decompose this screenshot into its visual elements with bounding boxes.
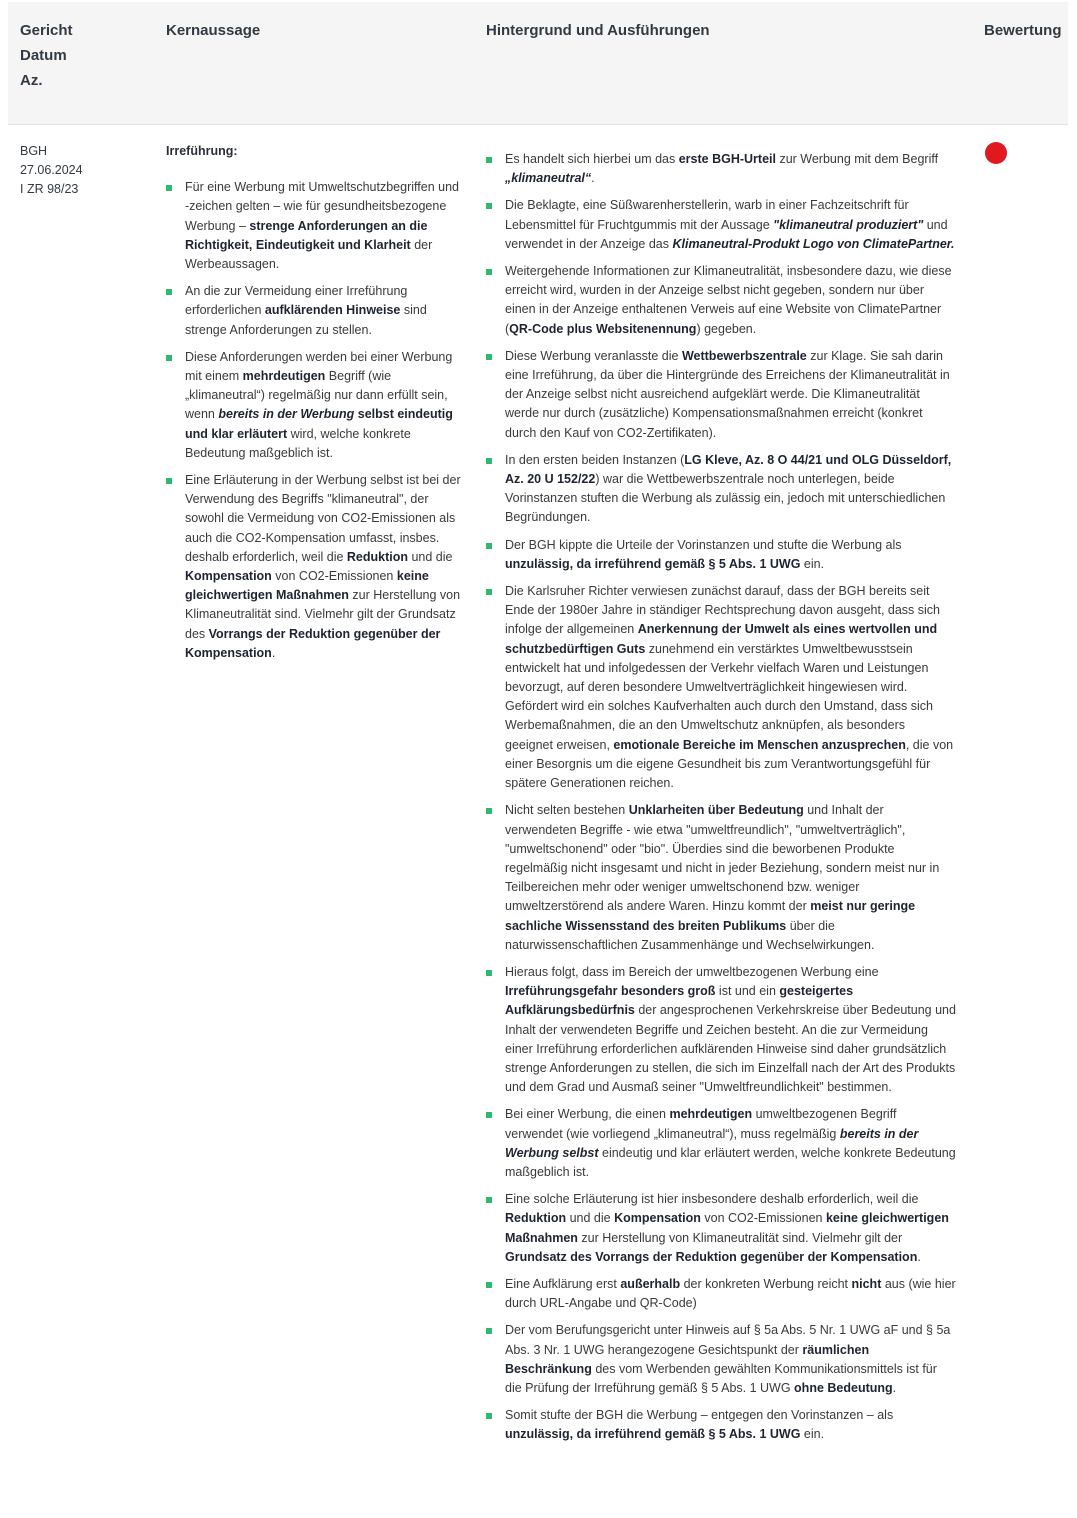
core-title: Irreführung: <box>166 144 238 158</box>
core-list <box>166 178 464 663</box>
column-header-background: Hintergrund und Ausführungen <box>486 22 710 39</box>
bullet-icon <box>486 157 492 163</box>
list-item: Weitergehende Informationen zur Klimaneutralität, insbesondere dazu, wie diese erreicht wird, wurden in der Anzeige selbst nicht gegeben, sondern nur über einen in der Anzeige enthaltenen Verweis auf eine Website von ClimatePartner (QR-Code plus Websitenennung) gegeben. <box>486 262 956 339</box>
list-item: Somit stufte der BGH die Werbung – entgegen den Vorinstanzen – als unzulässig, da irreführend gemäß § 5 Abs. 1 UWG ein. <box>486 1406 956 1444</box>
list-item: Eine Aufklärung erst außerhalb der konkreten Werbung reicht nicht aus (wie hier durch URL-Angabe und QR-Code) <box>486 1275 956 1313</box>
bullet-icon <box>486 589 492 595</box>
bullet-icon <box>486 354 492 360</box>
bullet-icon <box>486 1282 492 1288</box>
list-item: Diese Werbung veranlasste die Wettbewerbszentrale zur Klage. Sie sah darin eine Irreführung, da über die Hintergründe des Erreichens der Klimaneutralität in der Anzeige selbst nicht ausreichend aufgeklärt werde. Die Klimaneutralität werde nur durch (zusätzliche) Kompensationsmaßnahmen erreicht (konkret durch den Kauf von CO2-Zertifikaten). <box>486 347 956 443</box>
court-name: BGH <box>20 144 48 158</box>
bullet-icon <box>486 543 492 549</box>
list-item: Nicht selten bestehen Unklarheiten über Bedeutung und Inhalt der verwendeten Begriffe - wie etwa "umweltfreundlich", "umweltverträglich", "umweltschonend" oder "bio". Überdies sind die beworbenen Produkte regelmäßig nicht insgesamt und nicht in jeder Beziehung, sondern meist nur in Teilbereichen mehr oder weniger umweltschonend bzw. weniger umweltzerstörend als andere Waren. Hinzu kommt der meist nur geringe sachliche Wissensstand des breiten Publikums über die naturwissenschaftlichen Zusammenhänge und Wechselwirkungen. <box>486 801 956 955</box>
bullet-icon <box>166 355 172 361</box>
bullet-icon <box>486 203 492 209</box>
list-item: Es handelt sich hierbei um das erste BGH-Urteil zur Werbung mit dem Begriff „klimaneutral“. <box>486 150 956 188</box>
court-cell <box>20 142 83 199</box>
case-number: I ZR 98/23 <box>20 182 79 196</box>
decision-date: 27.06.2024 <box>20 163 83 177</box>
core-statement-cell <box>166 142 464 671</box>
rating-red-dot-icon <box>985 142 1007 164</box>
list-item: Eine solche Erläuterung ist hier insbesondere deshalb erforderlich, weil die Reduktion und die Kompensation von CO2-Emissionen keine gleichwertigen Maßnahmen zur Herstellung von Klimaneutralität sind. Vielmehr gilt der Grundsatz des Vorrangs der Reduktion gegenüber der Kompensation. <box>486 1190 956 1267</box>
bullet-icon <box>486 1197 492 1203</box>
list-item: Hieraus folgt, dass im Bereich der umweltbezogenen Werbung eine Irreführungsgefahr besonders groß ist und ein gesteigertes Aufklärungsbedürfnis der angesprochenen Verkehrskreise über Bedeutung und Inhalt der verwendeten Begriffe und Zeichen besteht. An die zur Vermeidung einer Irreführung erforderlichen aufklärenden Hinweise sind daher grundsätzlich strenge Anforderungen zu stellen, die sich im Einzelfall nach der Art des Produkts und dem Grad und Ausmaß seiner "Umweltfreundlichkeit" bestimmen. <box>486 963 956 1097</box>
header-court-label: Gericht <box>20 22 73 39</box>
bullet-icon <box>486 269 492 275</box>
bullet-icon <box>486 808 492 814</box>
list-item: Die Beklagte, eine Süßwarenherstellerin, warb in einer Fachzeitschrift für Lebensmittel für Fruchtgummis mit der Aussage "klimaneutral produziert" und verwendet in der Anzeige das Klimaneutral-Produkt Logo von ClimatePartner. <box>486 196 956 254</box>
header-date-label: Datum <box>20 47 67 64</box>
background-cell <box>486 150 956 1453</box>
list-item: Für eine Werbung mit Umweltschutzbegriffen und -zeichen gelten – wie für gesundheitsbezogene Werbung – strenge Anforderungen an die Richtigkeit, Eindeutigkeit und Klarheit der Werbeaussagen. <box>166 178 464 274</box>
bullet-icon <box>166 185 172 191</box>
bullet-icon <box>166 478 172 484</box>
list-item: Diese Anforderungen werden bei einer Werbung mit einem mehrdeutigen Begriff (wie „klimaneutral“) regelmäßig nur dann erfüllt sein, wenn bereits in der Werbung selbst eindeutig und klar erläutert wird, welche konkrete Bedeutung maßgeblich ist. <box>166 348 464 463</box>
header-az-label: Az. <box>20 72 43 89</box>
column-header-rating: Bewertung <box>984 22 1062 39</box>
background-list <box>486 150 956 1445</box>
list-item: In den ersten beiden Instanzen (LG Kleve, Az. 8 O 44/21 und OLG Düsseldorf, Az. 20 U 152/22) war die Wettbewerbszentrale noch unterlegen, beide Vorinstanzen stuften die Werbung als zulässig ein, jedoch mit unterschiedlichen Begründungen. <box>486 451 956 528</box>
bullet-icon <box>486 970 492 976</box>
list-item: Eine Erläuterung in der Werbung selbst ist bei der Verwendung des Begriffs "klimaneutral", der sowohl die Vermeidung von CO2-Emissionen als auch die CO2-Kompensation umfasst, insbes. deshalb erforderlich, weil die Reduktion und die Kompensation von CO2-Emissionen keine gleichwertigen Maßnahmen zur Herstellung von Klimaneutralität sind. Vielmehr gilt der Grundsatz des Vorrangs der Reduktion gegenüber der Kompensation. <box>166 471 464 663</box>
bullet-icon <box>166 289 172 295</box>
bullet-icon <box>486 1112 492 1118</box>
bullet-icon <box>486 1413 492 1419</box>
list-item: Bei einer Werbung, die einen mehrdeutigen umweltbezogenen Begriff verwendet (wie vorliegend „klimaneutral“), muss regelmäßig bereits in der Werbung selbst eindeutig und klar erläutert werden, welche konkrete Bedeutung maßgeblich ist. <box>486 1105 956 1182</box>
column-header-core: Kernaussage <box>166 22 261 39</box>
bullet-icon <box>486 1328 492 1334</box>
list-item: Die Karlsruher Richter verwiesen zunächst darauf, dass der BGH bereits seit Ende der 1980er Jahre in ständiger Rechtsprechung davon ausgeht, dass sich infolge der allgemeinen Anerkennung der Umwelt als eines wertvollen und schutzbedürftigen Guts zunehmend ein verstärktes Umweltbewusstsein entwickelt hat und infolgedessen der Verkehr vielfach Waren und Leistungen bevorzugt, auf deren besondere Umweltverträglichkeit hingewiesen wird. Gefördert wird ein solches Kaufverhalten auch durch den Umstand, dass sich Werbemaßnahmen, die an den Umweltschutz anknüpfen, als besonders geeignet erweisen, emotionale Bereiche im Menschen anzusprechen, die von einer Besorgnis um die eigene Gesundheit bis zum Verantwortungsgefühl für spätere Generationen reichen. <box>486 582 956 793</box>
list-item: An die zur Vermeidung einer Irreführung erforderlichen aufklärenden Hinweise sind strenge Anforderungen zu stellen. <box>166 282 464 340</box>
column-header-court <box>20 18 73 93</box>
list-item: Der BGH kippte die Urteile der Vorinstanzen und stufte die Werbung als unzulässig, da irreführend gemäß § 5 Abs. 1 UWG ein. <box>486 536 956 574</box>
list-item: Der vom Berufungsgericht unter Hinweis auf § 5a Abs. 5 Nr. 1 UWG aF und § 5a Abs. 3 Nr. 1 UWG herangezogene Gesichtspunkt der räumlichen Beschränkung des vom Werbenden gewählten Kommunikationsmittels ist für die Prüfung der Irreführung gemäß § 5 Abs. 1 UWG ohne Bedeutung. <box>486 1321 956 1398</box>
bullet-icon <box>486 458 492 464</box>
table-header <box>8 2 1068 125</box>
